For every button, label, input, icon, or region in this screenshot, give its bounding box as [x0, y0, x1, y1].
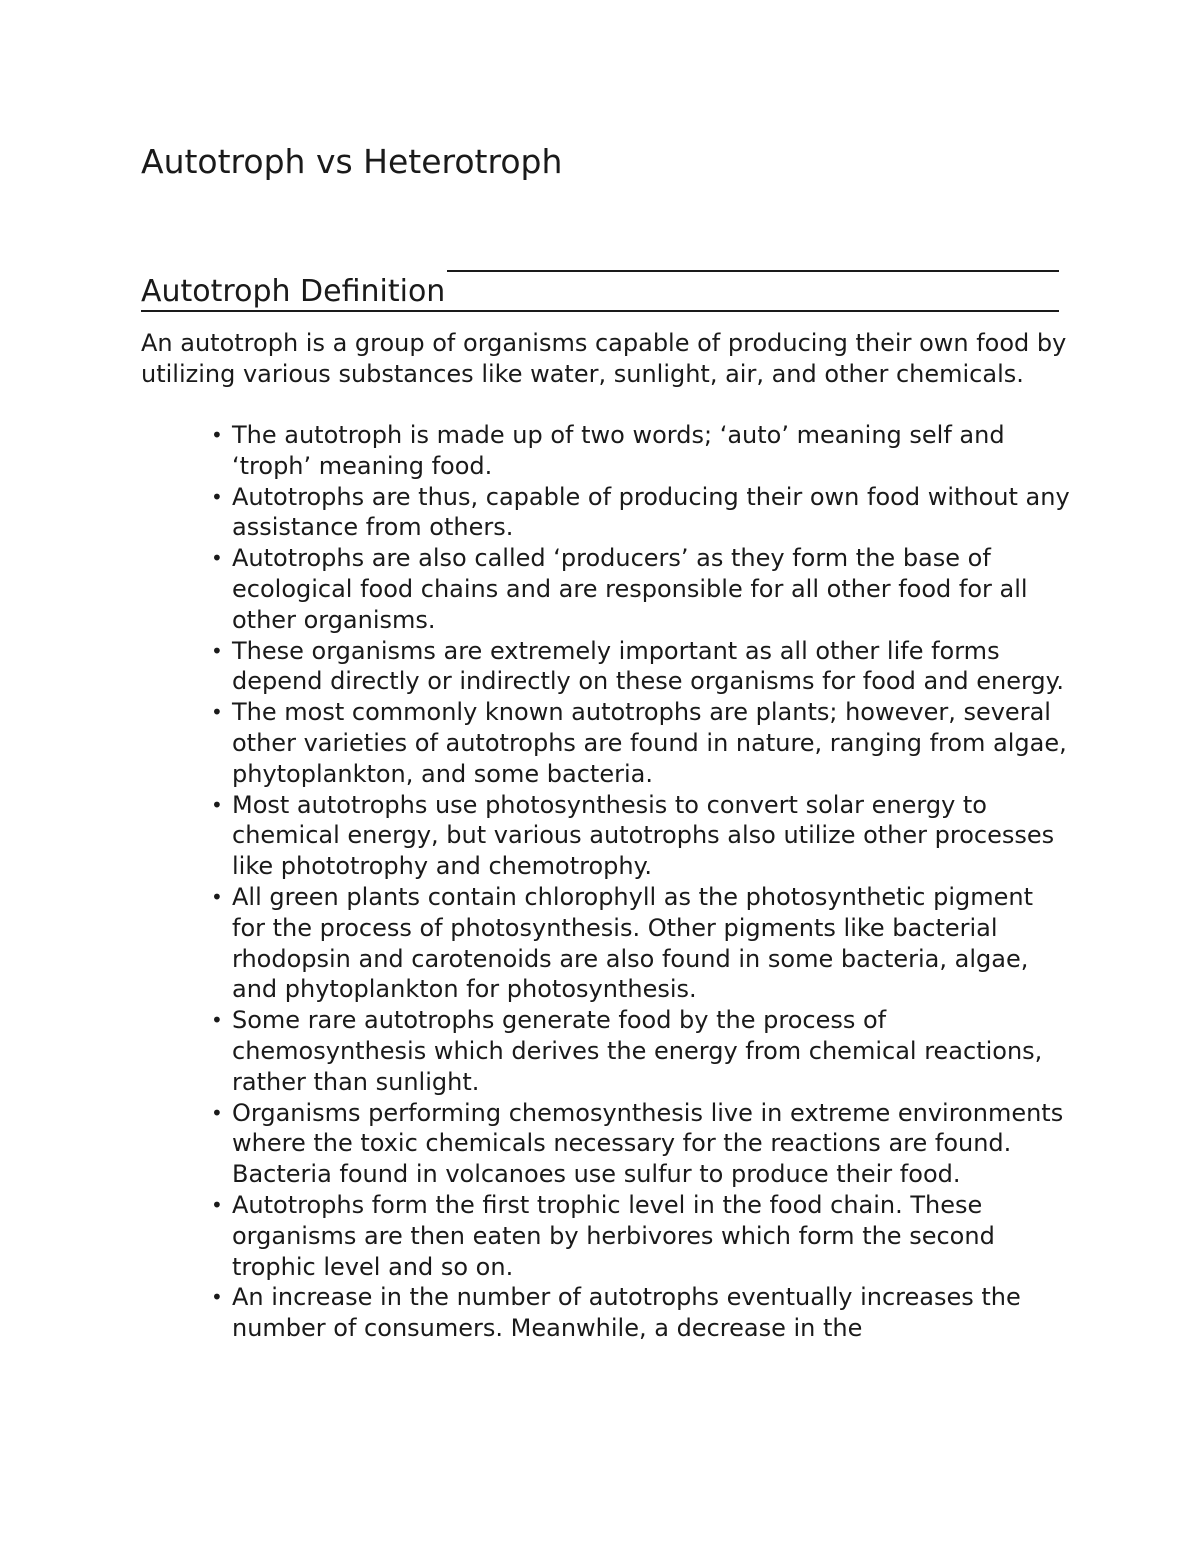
list-item: [141, 1005, 1071, 1097]
bullet-icon: •: [211, 792, 223, 817]
list-item: [141, 1282, 1071, 1344]
intro-paragraph: An autotroph is a group of organisms capable of producing their own food by utilizing various substances like water, sunlight, air, and other chemicals.: [141, 329, 1067, 388]
bullet-icon: •: [211, 423, 223, 447]
list-item: [141, 697, 1071, 789]
list-item-text: These organisms are extremely important as all other life forms depend directly or indirectly on these organisms for food and energy.: [232, 636, 1065, 696]
list-item-text: Autotrophs form the first trophic level in the food chain. These organisms are then eaten by herbivores which form the second trophic level and so on.: [232, 1190, 995, 1281]
bullet-icon: •: [211, 1192, 223, 1217]
list-item-text: Autotrophs are also called ‘producers’ as they form the base of ecological food chains and are responsible for all other food for all other organisms.: [232, 544, 1028, 634]
section-heading: Autotroph Definition: [141, 270, 447, 314]
list-item-text: Organisms performing chemosynthesis live in extreme environments where the toxic chemicals necessary for the reactions are found. Bacteria found in volcanoes use sulfur to produce their food.: [232, 1098, 1064, 1189]
list-item-text: All green plants contain chlorophyll as the photosynthetic pigment for the process of photosynthesis. Other pigments like bacterial rhodopsin and carotenoids are also found in some bacteria, algae, and phytoplankton for photosynthesis.: [232, 882, 1033, 1004]
list-item: [141, 482, 1071, 544]
bullet-icon: •: [211, 484, 223, 509]
list-item: [141, 790, 1071, 882]
bullet-icon: •: [211, 700, 223, 725]
list-item-text: The autotroph is made up of two words; ‘auto’ meaning self and ‘troph’ meaning food.: [232, 421, 1005, 480]
bullet-icon: •: [211, 1285, 223, 1310]
bullet-list: [141, 420, 1071, 1344]
list-item: [141, 543, 1071, 635]
list-item: [141, 636, 1071, 698]
list-item: [141, 882, 1071, 1005]
list-item: [141, 1190, 1071, 1282]
bullet-icon: •: [211, 1008, 223, 1033]
list-item-text: Most autotrophs use photosynthesis to convert solar energy to chemical energy, but various autotrophs also utilize other processes like phototrophy and chemotrophy.: [232, 790, 1055, 881]
bullet-icon: •: [211, 884, 223, 909]
document-page: [141, 0, 1071, 1553]
list-item-text: Some rare autotrophs generate food by the process of chemosynthesis which derives the energy from chemical reactions, rather than sunlight.: [232, 1006, 1043, 1096]
document-title: Autotroph vs Heterotroph: [141, 142, 563, 181]
bullet-icon: •: [211, 638, 223, 663]
list-item: [141, 420, 1071, 482]
bullet-icon: •: [211, 1100, 223, 1125]
list-item: [141, 1098, 1071, 1190]
heading-rule-bottom: [141, 310, 1059, 312]
list-item-text: Autotrophs are thus, capable of producing their own food without any assistance from others.: [232, 482, 1070, 542]
list-item-text: The most commonly known autotrophs are plants; however, several other varieties of autotrophs are found in nature, ranging from algae, phytoplankton, and some bacteria.: [232, 698, 1067, 788]
bullet-icon: •: [211, 546, 223, 571]
list-item-text: An increase in the number of autotrophs eventually increases the number of consumers. Meanwhile, a decrease in the: [232, 1283, 1021, 1343]
